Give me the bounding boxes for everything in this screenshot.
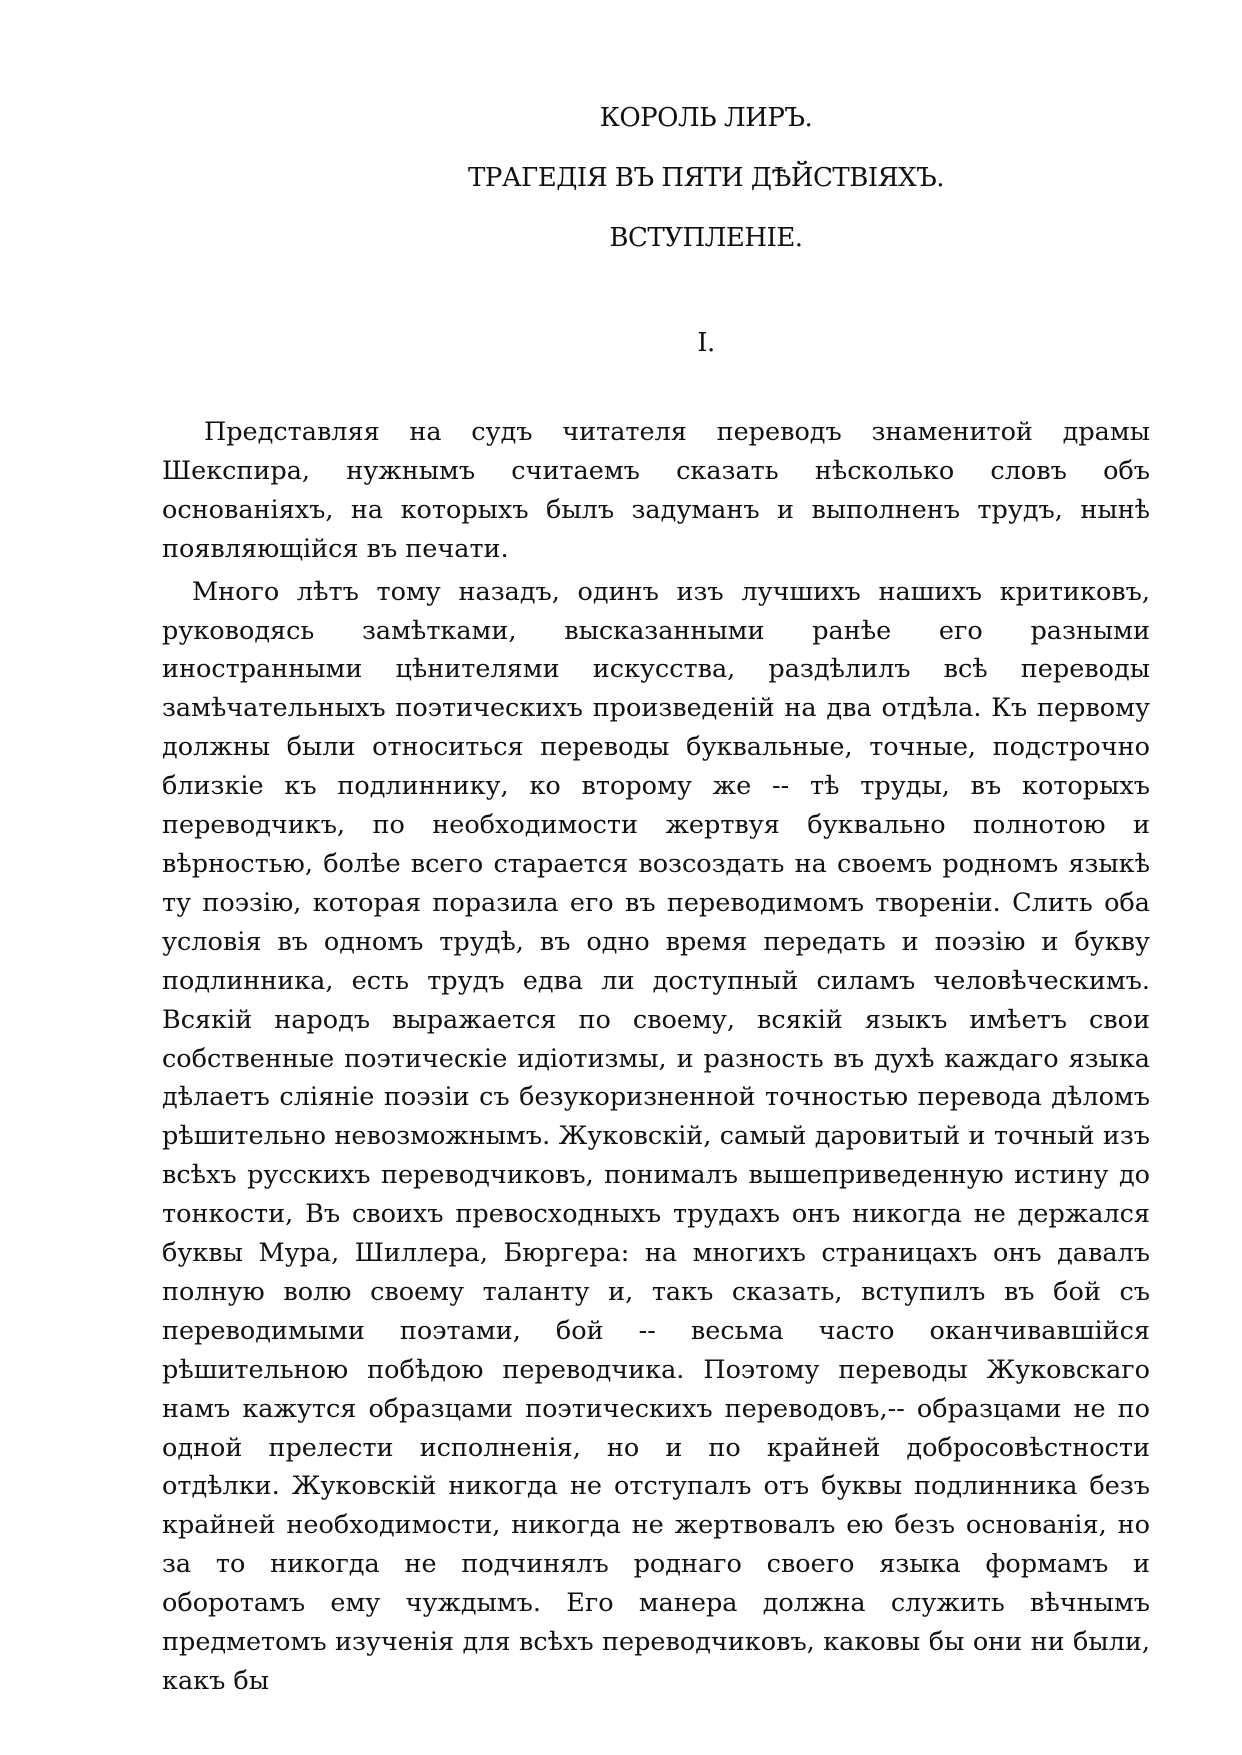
body-text [162,413,1150,1701]
play-title: КОРОЛЬ ЛИРЪ. [599,103,813,133]
chapter-number: I. [697,328,715,358]
paragraph-1: Представляя на судъ читателя переводъ знаменитой драмы Шекспира, нужнымъ считаемъ сказать нѣсколько словъ объ основаніяхъ, на которыхъ былъ задуманъ и выполненъ трудъ, нынѣ появляющійся въ печати. [162,417,1150,564]
section-title: ВСТУПЛЕНІЕ. [609,223,803,253]
play-subtitle: ТРАГЕДІЯ ВЪ ПЯТИ ДѢЙСТВІЯХЪ. [467,163,945,193]
paragraph-2: Много лѣтъ тому назадъ, одинъ изъ лучшихъ нашихъ критиковъ, руководясь замѣтками, высказанными ранѣе его разными иностранными цѣнителями искусства, раздѣлилъ всѣ переводы замѣчательныхъ поэтическихъ произведеній на два отдѣла. Къ первому должны были относиться переводы буквальные, точные, подстрочно близкіе къ подлиннику, ко второму же -- тѣ труды, въ которыхъ переводчикъ, по необходимости жертвуя буквально полнотою и вѣрностью, болѣе всего старается возсоздать на своемъ родномъ языкѣ ту поэзію, которая поразила его въ переводимомъ твореніи. Слить оба условія въ одномъ трудѣ, въ одно время передать и поэзію и букву подлинника, есть трудъ едва ли доступный силамъ человѣческимъ. Всякій народъ выражается по своему, всякій языкъ имѣетъ свои собственные поэтическіе идіотизмы, и разность въ духѣ каждаго языка дѣлаетъ сліяніе поэзіи съ безукоризненной точностью перевода дѣломъ рѣшительно невозможнымъ. Жуковскій, самый даровитый и точный изъ всѣхъ русскихъ переводчиковъ, понималъ вышеприведенную истину до тонкости, Въ своихъ превосходныхъ трудахъ онъ никогда не держался буквы Мура, Шиллера, Бюргера: на многихъ страницахъ онъ давалъ полную волю своему таланту и, такъ сказать, вступилъ въ бой съ переводимыми поэтами, бой -- весьма часто оканчивавшійся рѣшительною побѣдою переводчика. Поэтому переводы Жуковскаго намъ кажутся образцами поэтическихъ переводовъ,-- образцами не по одной прелести исполненія, но и по крайней добросовѣстности отдѣлки. Жуковскій никогда не отступалъ отъ буквы подлинника безъ крайней необходимости, никогда не жертвовалъ ею безъ основанія, но за то никогда не подчинялъ роднаго своего языка формамъ и оборотамъ ему чуждымъ. Его манера должна служить вѣчнымъ предметомъ изученія для всѣхъ переводчиковъ, каковы бы они ни были, какъ бы [162,576,1150,1696]
